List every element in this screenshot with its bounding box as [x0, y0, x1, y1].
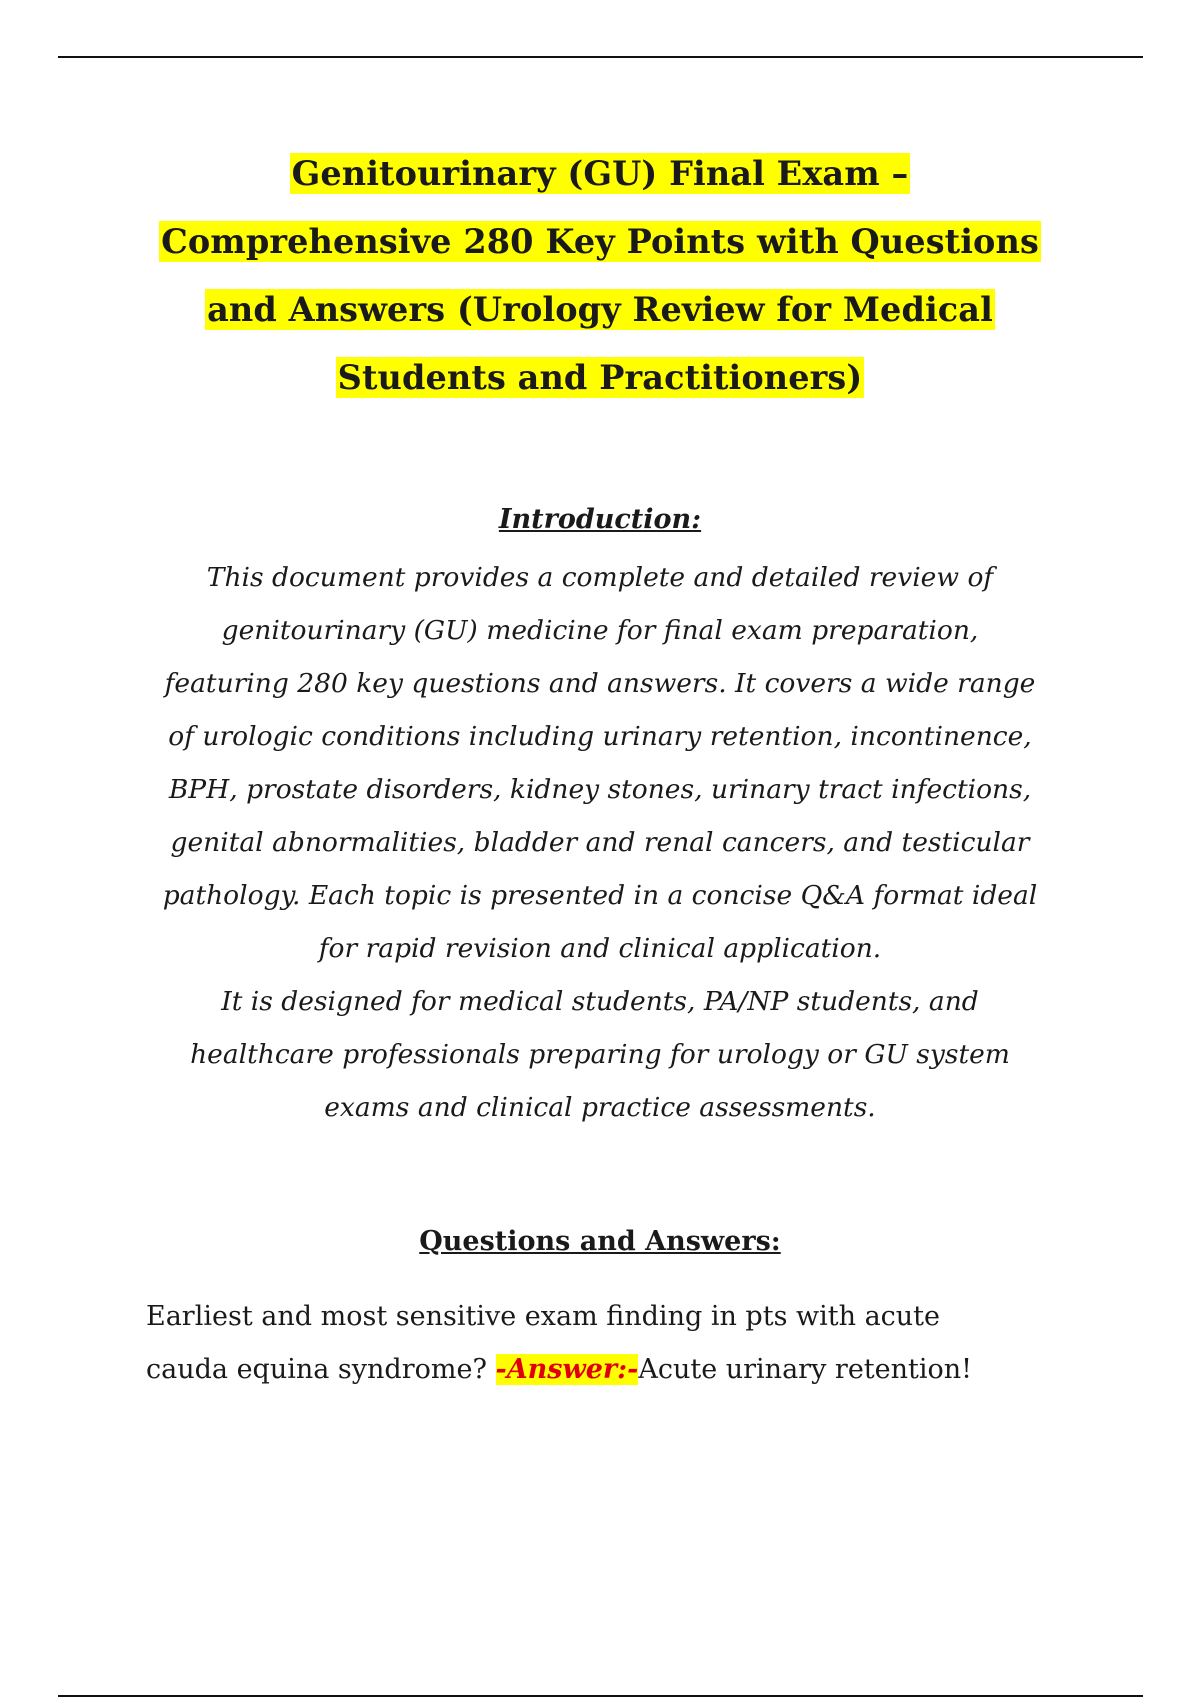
- title-line: [100, 344, 1100, 412]
- intro-line: for rapid revision and clinical application.: [318, 933, 882, 964]
- intro-line: genitourinary (GU) medicine for final exam preparation,: [221, 615, 979, 646]
- title-line-text: Students and Practitioners): [337, 358, 863, 397]
- question-answer-line: [146, 1343, 1076, 1396]
- intro-line: healthcare professionals preparing for urology or GU system: [190, 1039, 1010, 1070]
- intro-line: exams and clinical practice assessments.: [324, 1092, 876, 1123]
- intro-line: genital abnormalities, bladder and renal cancers, and testicular: [170, 827, 1030, 858]
- introduction-heading: Introduction:: [498, 504, 702, 535]
- title-line: [100, 140, 1100, 208]
- bottom-rule: [58, 1695, 1143, 1697]
- title-line: [100, 208, 1100, 276]
- top-rule: [58, 56, 1143, 58]
- title-line-text: Comprehensive 280 Key Points with Questions: [161, 222, 1039, 261]
- intro-line: This document provides a complete and detailed review of: [206, 562, 994, 593]
- title-line-text: and Answers (Urology Review for Medical: [207, 290, 993, 329]
- intro-line: featuring 280 key questions and answers. It covers a wide range: [164, 668, 1036, 699]
- title-line: [100, 276, 1100, 344]
- qa-item: [146, 1290, 1076, 1396]
- document-title: [100, 140, 1100, 412]
- intro-line: It is designed for medical students, PA/NP students, and: [221, 986, 979, 1017]
- question-text: cauda equina syndrome?: [146, 1354, 496, 1385]
- intro-line: pathology. Each topic is presented in a concise Q&A format ideal: [162, 880, 1038, 911]
- intro-line: BPH, prostate disorders, kidney stones, urinary tract infections,: [168, 774, 1032, 805]
- question-text: Earliest and most sensitive exam finding in pts with acute: [146, 1301, 941, 1332]
- answer-text: Acute urinary retention!: [638, 1354, 972, 1385]
- answer-label: -Answer:-: [495, 1354, 639, 1385]
- questions-answers-heading: Questions and Answers:: [419, 1226, 781, 1257]
- introduction-body: [120, 551, 1080, 1134]
- intro-line: of urologic conditions including urinary retention, incontinence,: [168, 721, 1032, 752]
- title-line-text: Genitourinary (GU) Final Exam –: [291, 154, 909, 193]
